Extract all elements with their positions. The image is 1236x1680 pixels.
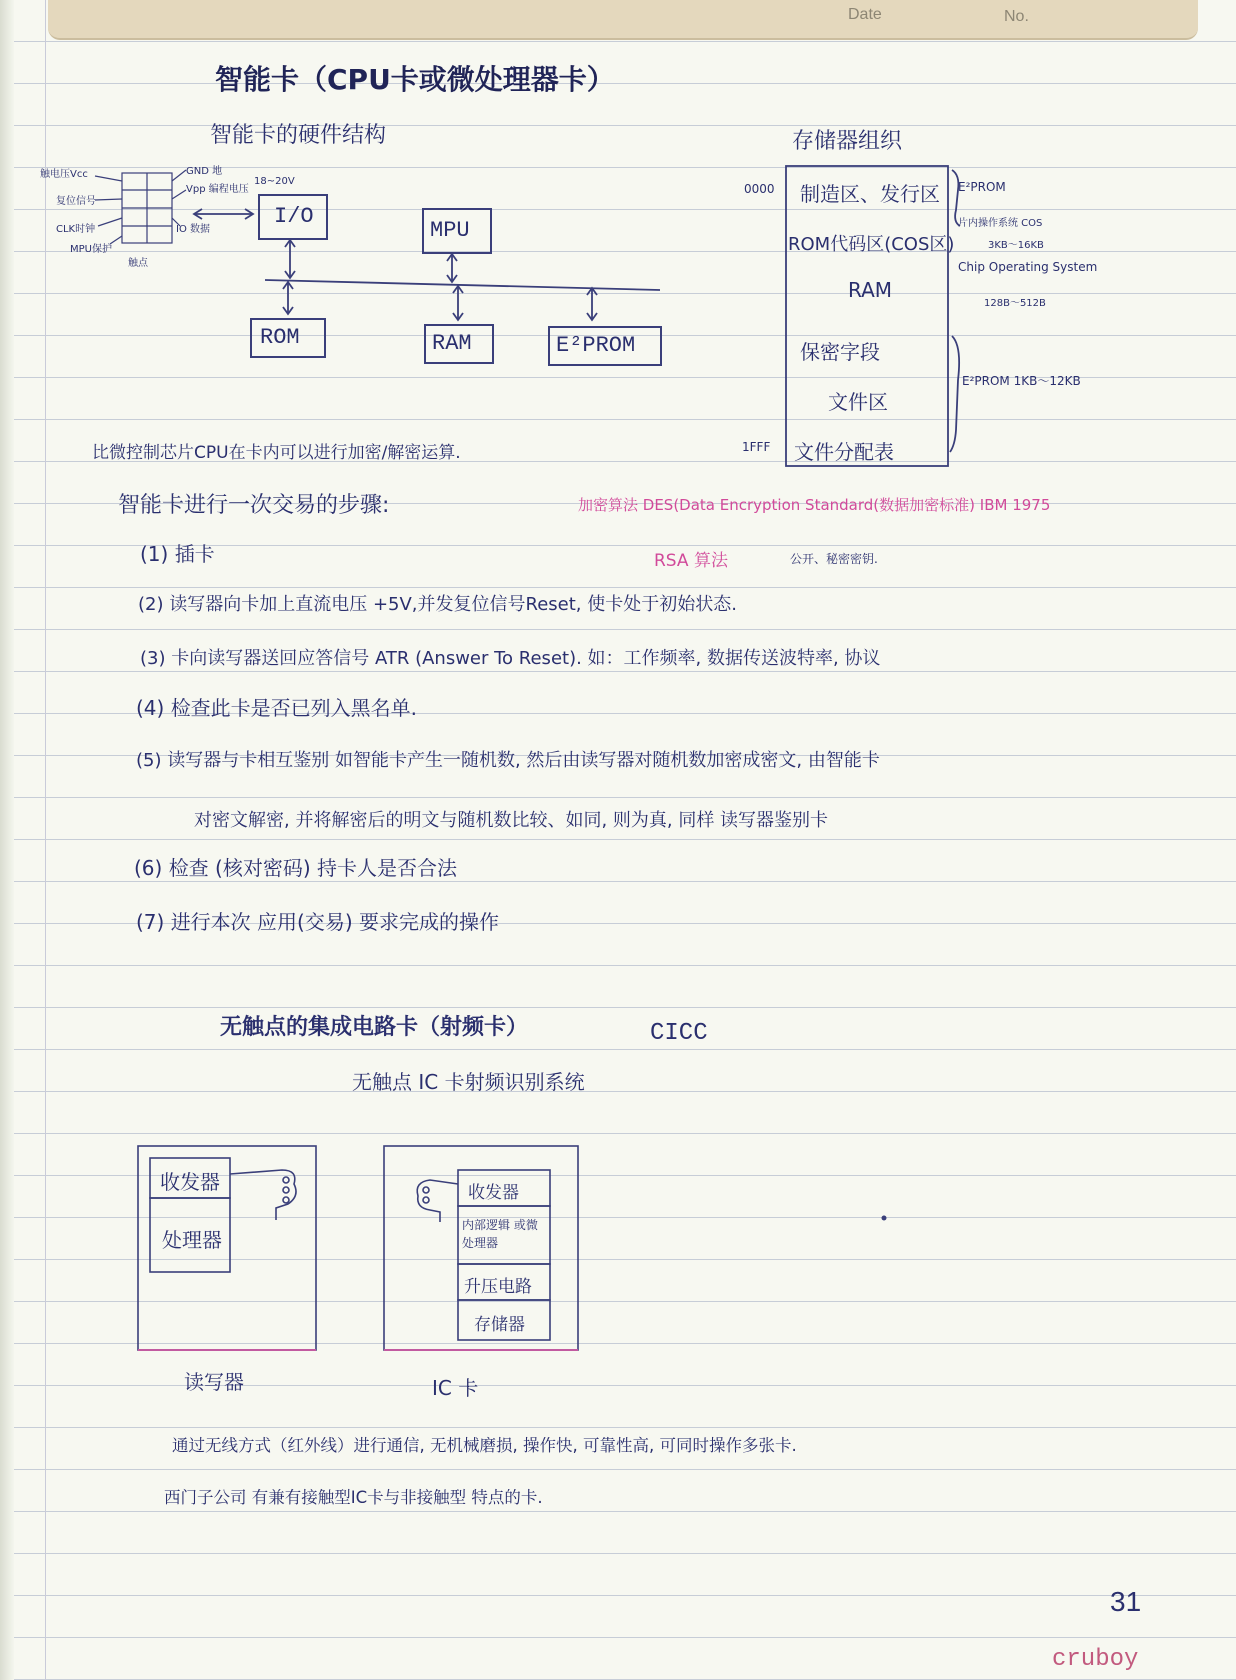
memory-row-secret: 保密字段 [800,340,880,364]
contactless-note-2: 西门子公司 有兼有接触型IC卡与非接触型 特点的卡. [164,1488,543,1507]
ram-block: RAM [424,324,494,364]
contact-note: 触点 [128,258,148,269]
memory-note-rom-size: 3KB～16KB [988,240,1044,251]
memory-map-box [786,166,948,466]
contactless-title: 无触点的集成电路卡（射频卡） [220,1015,529,1040]
memory-start-address: 0000 [744,182,775,196]
contact-label-vcc: 触电压Vcc [40,169,88,180]
contact-label-gnd: GND 地 [186,166,223,177]
reader-block-transceiver: 收发器 [160,1170,220,1194]
step-6: (6) 检查 (核对密码) 持卡人是否合法 [134,856,458,880]
memory-end-address: 1FFF [742,440,771,454]
memory-row-ram: RAM [848,278,893,302]
cicc-label: CICC [650,1020,708,1047]
card-block-transceiver: 收发器 [468,1183,519,1203]
hardware-subtitle: 智能卡的硬件结构 [210,123,387,148]
page-number: 31 [1110,1586,1142,1617]
signature: cruboy [1052,1646,1139,1673]
memory-note-ram-size: 128B～512B [984,298,1046,309]
reader-label: 读写器 [184,1370,244,1394]
step-3: (3) 卡向读写器送回应答信号 ATR (Answer To Reset). 如：工作频率, 数据传送波特率, 协议 [140,648,881,669]
memory-note-cos: 片内操作系统 COS [958,218,1043,229]
card-block-memory: 存储器 [474,1315,525,1335]
contact-chip-icon [95,170,186,244]
eeprom-block: E²PROM [548,326,662,366]
contact-label-io: IO 数据 [176,224,210,235]
contactless-note-1: 通过无线方式（红外线）进行通信, 无机械磨损, 操作快, 可靠性高, 可同时操作多张卡. [172,1436,797,1455]
memory-row-manufacture: 制造区、发行区 [800,182,940,206]
no-label: No. [1004,8,1029,25]
eeprom-brace-bottom [950,336,959,452]
contact-label-reset: 复位信号 [56,196,96,207]
step-4: (4) 检查此卡是否已列入黑名单. [136,696,418,720]
hardware-note: 比微控制芯片CPU在卡内可以进行加密/解密运算. [92,443,461,463]
steps-title: 智能卡进行一次交易的步骤: [118,493,390,518]
contact-label-vpp: Vpp 编程电压 [186,184,249,195]
encryption-note-rsa: RSA 算法 [654,551,728,571]
memory-row-rom-code: ROM代码区(COS区) [788,234,955,255]
step-2: (2) 读写器向卡加上直流电压 +5V,并发复位信号Reset, 使卡处于初始状态. [138,594,737,615]
rom-block: ROM [250,318,326,358]
contact-label-clk: CLK时钟 [56,224,96,235]
memory-row-fat: 文件分配表 [794,440,894,464]
io-block: I/O [258,194,328,240]
step-5: (5) 读写器与卡相互鉴别 如智能卡产生一随机数, 然后由读写器对随机数加密成密文, 由智能卡 [136,750,880,771]
encryption-note-des: 加密算法 DES(Data Encryption Standard(数据加密标准) IBM 1975 [578,496,1051,514]
memory-note-eeprom-size: E²PROM 1KB～12KB [962,374,1081,388]
system-bus [265,280,660,290]
date-label: Date [848,6,882,23]
step-1: (1) 插卡 [140,542,215,566]
memory-note-chip-os: Chip Operating System [958,260,1098,274]
encryption-note-keys: 公开、秘密密钥. [790,552,878,566]
step-5-continued: 对密文解密, 并将解密后的明文与随机数比较、如同, 则为真, 同样 读写器鉴别卡 [194,810,829,831]
card-block-logic: 内部逻辑 或微处理器 [462,1218,538,1250]
page-title: 智能卡（CPU卡或微处理器卡） [215,63,615,96]
voltage-note: 18~20V [254,176,295,187]
reader-block-processor: 处理器 [162,1228,222,1252]
step-7: (7) 进行本次 应用(交易) 要求完成的操作 [136,910,500,934]
card-block-booster: 升压电路 [464,1277,532,1297]
card-label: IC 卡 [432,1376,479,1400]
mpu-block: MPU [422,208,492,254]
contact-label-mpu: MPU保护 [70,244,112,255]
memory-note-eeprom-top: E²PROM [958,180,1006,194]
contactless-subtitle: 无触点 IC 卡射频识别系统 [352,1070,585,1094]
memory-row-file-area: 文件区 [828,390,888,414]
memory-title: 存储器组织 [792,129,903,154]
